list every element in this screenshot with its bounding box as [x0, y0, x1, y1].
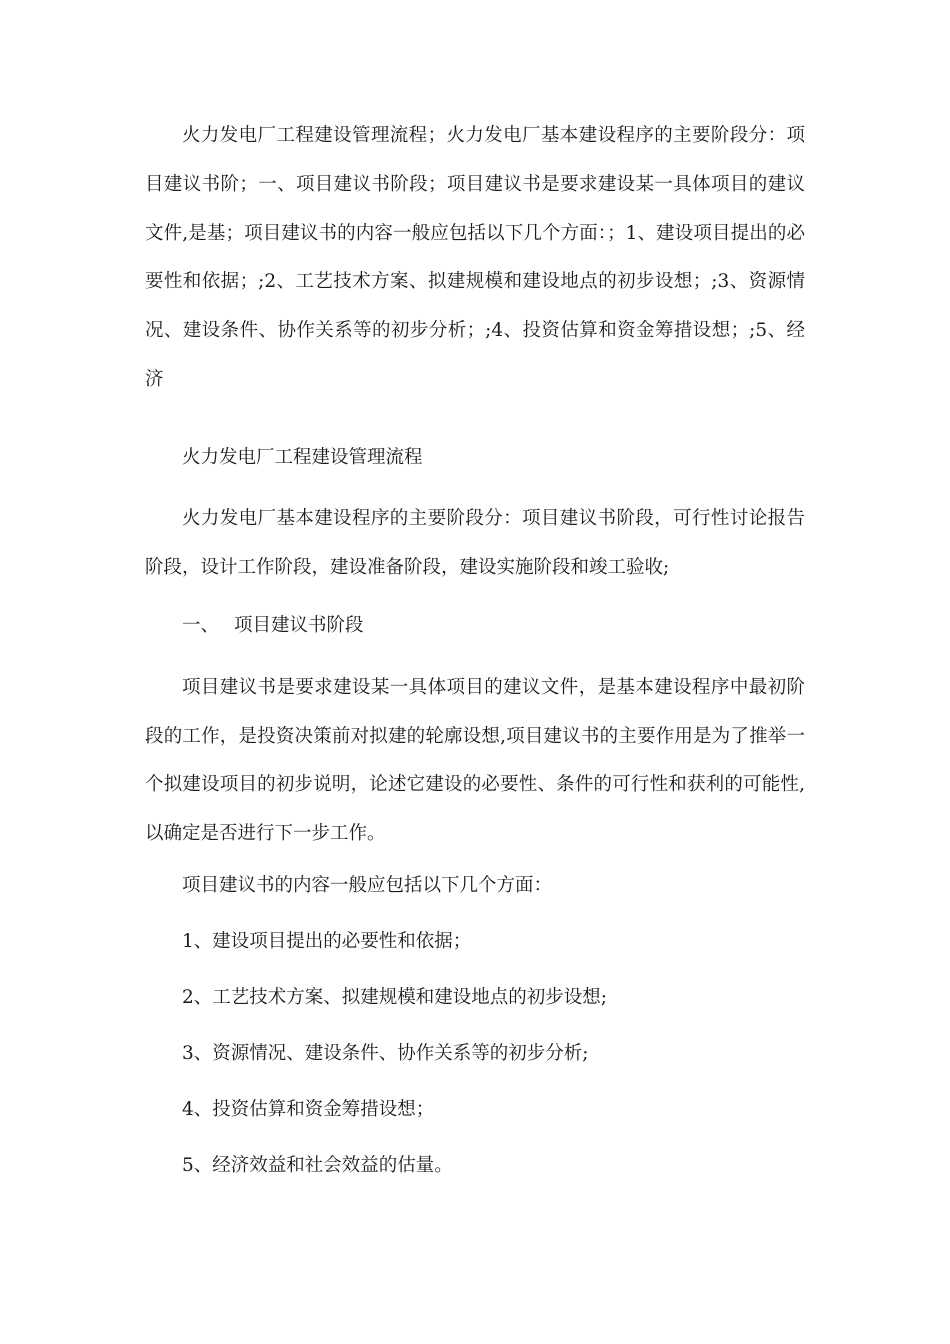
section-1-body: 项目建议书是要求建设某一具体项目的建议文件，是基本建设程序中最初阶段的工作，是投资决策前对拟建的轮廓设想,项目建议书的主要作用是为了推举一个拟建设项目的初步说明，论述它建设的必要性、条件的可行性和获利的可能性,以确定是否进行下一步工作。 — [145, 677, 805, 844]
list-item: 3、资源情况、建设条件、协作关系等的初步分析; — [182, 1043, 589, 1064]
contents-intro: 项目建议书的内容一般应包括以下几个方面： — [182, 875, 553, 896]
summary-paragraph: 火力发电厂工程建设管理流程；火力发电厂基本建设程序的主要阶段分：项目建议书阶；一、项目建议书阶段；项目建议书是要求建设某一具体项目的建议文件,是基；项目建议书的内容一般应包括以下几个方面：；1、建设项目提出的必要性和依据；;2、工艺技术方案、拟建规模和建设地点的初步设想；;3、资源情况、建设条件、协作关系等的初步分析；;4、投资估算和资金筹措设想；;5、经济 — [145, 125, 805, 390]
section-1-title: 项目建议书阶段 — [234, 615, 364, 636]
list-item: 1、建设项目提出的必要性和依据； — [182, 931, 472, 952]
list-item: 2、工艺技术方案、拟建规模和建设地点的初步设想; — [182, 987, 608, 1008]
list-item: 4、投资估算和资金筹措设想； — [182, 1099, 435, 1120]
list-item: 5、经济效益和社会效益的估量。 — [182, 1155, 453, 1176]
document-title: 火力发电厂工程建设管理流程 — [182, 447, 423, 468]
section-1-heading — [145, 612, 805, 640]
document-page — [145, 112, 805, 1176]
section-1-number: 一、 — [182, 615, 220, 636]
stages-intro-paragraph: 火力发电厂基本建设程序的主要阶段分：项目建议书阶段，可行性讨论报告阶段，设计工作阶段，建设准备阶段，建设实施阶段和竣工验收; — [145, 508, 805, 578]
